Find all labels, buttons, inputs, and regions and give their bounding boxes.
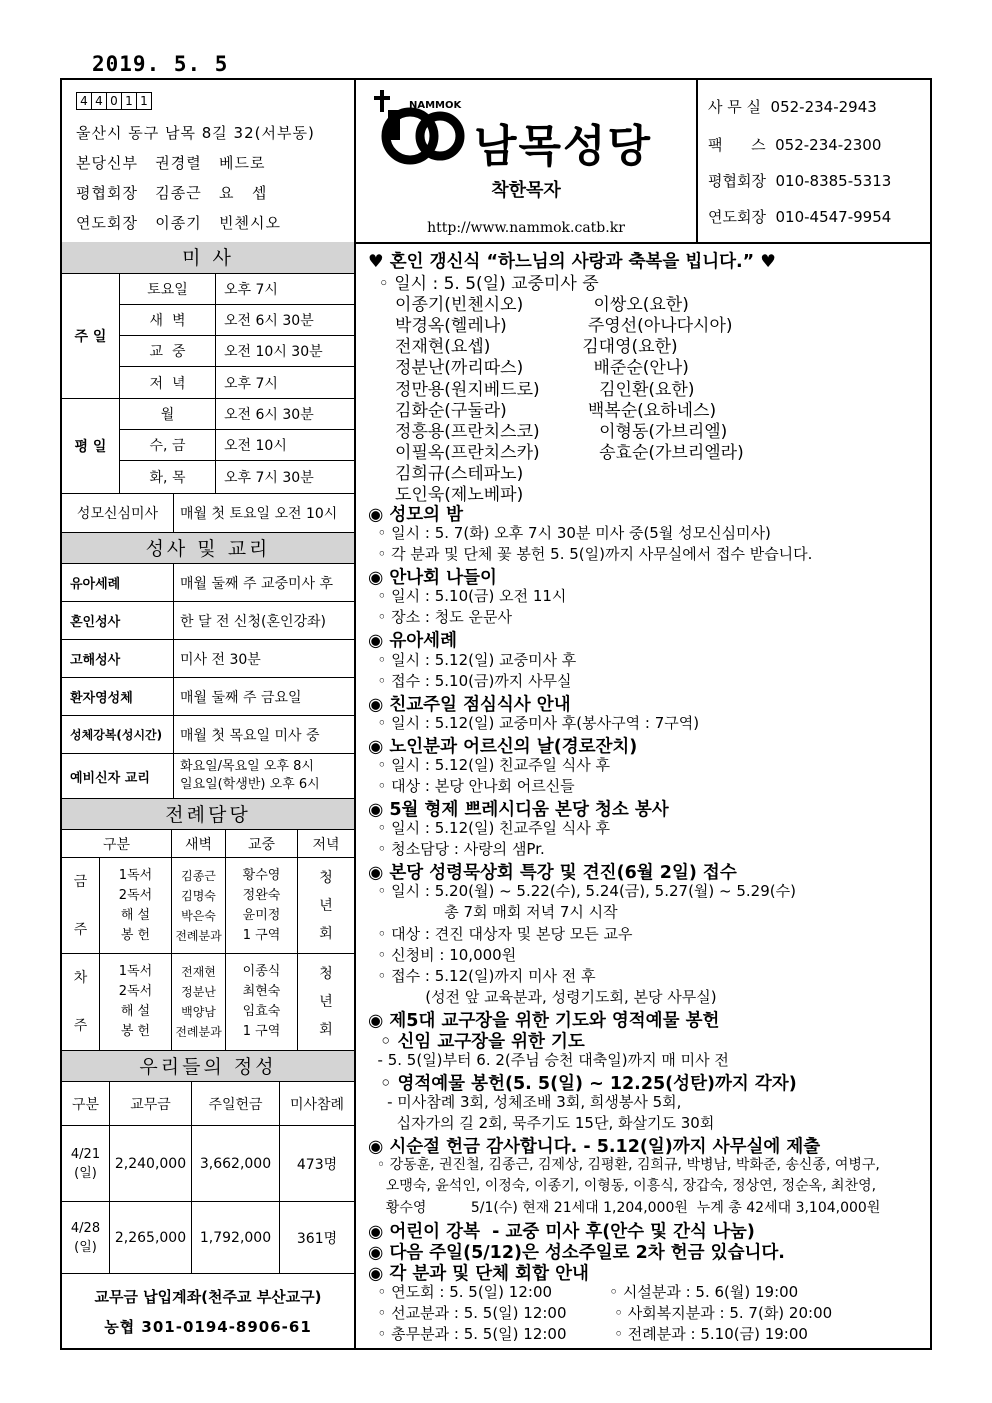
council-line: 평협회장 김종근 요 셉 xyxy=(76,184,268,202)
notice-heading: ◉ 어린이 강복 - 교중 미사 후(안수 및 간식 나눔) xyxy=(368,1221,755,1242)
church-url[interactable]: http://www.nammok.catb.kr xyxy=(427,220,625,236)
header xyxy=(62,80,930,244)
notice-heading: ◉ 5월 형제 쁘레시디움 본당 청소 봉사 xyxy=(368,800,669,820)
notices-column xyxy=(356,242,930,1348)
priest-line: 본당신부 권경렬 베드로 xyxy=(76,154,266,172)
offering-attendance: 473명 xyxy=(280,1126,354,1202)
sacrament-desc: 매월 첫 목요일 미사 중 xyxy=(174,716,354,754)
sacraments-title: 성사 및 교리 xyxy=(62,532,354,564)
notice-heading: ◉ 노인분과 어르신의 날(경로잔치) xyxy=(368,736,638,757)
offering-header: 미사참례 xyxy=(280,1082,354,1126)
notice-line: - 5. 5(일)부터 6. 2(주님 승천 대축일)까지 매 미사 전 xyxy=(368,1050,729,1069)
mass-day: 월 xyxy=(120,399,216,430)
notice-line: ◦ 일시 : 5.12(일) 교중미사 후 xyxy=(368,650,577,669)
notice-heading: ◉ 각 분과 및 단체 회합 안내 xyxy=(368,1263,589,1284)
header-left xyxy=(62,80,356,242)
notice-line: 정분난(까리따스) 배준순(안나) xyxy=(368,358,689,379)
notice-heading: ◉ 다음 주일(5/12)은 성소주일로 2차 헌금 있습니다. xyxy=(368,1242,785,1263)
notice-heading: ◉ 본당 성령묵상회 특강 및 견진(6월 2일) 접수 xyxy=(368,863,737,884)
notice-heading: ◉ 안나회 나들이 xyxy=(368,568,497,589)
contact-office: 사 무 실 052-234-2943 xyxy=(708,98,877,116)
notice-line: ◦ 대상 : 견진 대상자 및 본당 모든 교우 xyxy=(368,924,633,943)
yeondo-line: 연도회장 이종기 빈첸시오 xyxy=(76,214,281,232)
offering-header: 주일헌금 xyxy=(192,1082,280,1126)
liturgy-title: 전례담당 xyxy=(62,798,354,830)
sacrament-desc: 화요일/목요일 오후 8시 일요일(학생반) 오후 6시 xyxy=(180,759,320,792)
liturgy-main: 황수영 정완숙 윤미정 1 구역 xyxy=(226,858,298,954)
notice-line: ◦ 연도회 : 5. 5(일) 12:00 ◦ 시설분과 : 5. 6(월) 19:00 xyxy=(368,1282,799,1301)
notice-line: ◦ 각 분과 및 단체 꽃 봉헌 5. 5(일)까지 사무실에서 접수 받습니다. xyxy=(368,545,813,564)
weekday-label: 평 일 xyxy=(62,399,120,493)
notice-line: 정만용(원지베드로) 김인환(요한) xyxy=(368,379,695,400)
postal-digit: 1 xyxy=(136,92,152,110)
mass-time: 오전 10시 30분 xyxy=(216,336,354,367)
notice-line: 전재현(요셉) 김대영(요한) xyxy=(368,337,678,358)
notice-line: (성전 앞 교육분과, 성령기도회, 본당 사무실) xyxy=(368,987,717,1006)
account-number: 농협 301-0194-8906-61 xyxy=(104,1318,312,1336)
sacrament-name: 혼인성사 xyxy=(62,602,174,640)
mass-time: 오후 7시 xyxy=(224,375,278,392)
notice-line: ◦ 접수 : 5.10(금)까지 사무실 xyxy=(368,671,572,690)
postal-code xyxy=(76,92,151,110)
sacrament-desc: 미사 전 30분 xyxy=(174,640,354,678)
postal-digit: 0 xyxy=(106,92,122,110)
liturgy-header: 새벽 xyxy=(172,830,226,858)
offering-sunday: 3,662,000 xyxy=(192,1126,280,1202)
notice-line: ◦ 일시 : 5.20(월) ~ 5.22(수), 5.24(금), 5.27(월) ~ 5.29(수) xyxy=(368,882,796,901)
notice-line: ◦ 접수 : 5.12(일)까지 미사 전 후 xyxy=(368,966,596,985)
mass-time: 오후 7시 xyxy=(216,274,354,305)
mass-time: 오전 6시 30분 xyxy=(216,399,354,430)
notice-line: ◦ 선교분과 : 5. 5(일) 12:00 ◦ 사회복지분과 : 5. 7(화) 20:00 xyxy=(368,1303,833,1322)
mass-time: 오후 7시 30분 xyxy=(224,470,314,486)
liturgy-week: 차 주 xyxy=(62,954,100,1050)
liturgy-dawn: 전재현 정분난 백양남 전례분과 xyxy=(172,954,226,1050)
notice-line: ◦ 일시 : 5. 7(화) 오후 7시 30분 미사 중(5월 성모신심미사) xyxy=(368,524,771,542)
notice-line: 십자가의 길 2회, 묵주기도 15단, 화살기도 30회 xyxy=(368,1114,715,1133)
liturgy-evening: 청 년 회 xyxy=(298,858,354,954)
notice-line: 박경옥(헬레나) 주영선(아나다시아) xyxy=(368,316,733,337)
sacrament-name: 예비신자 교리 xyxy=(62,754,174,798)
liturgy-dawn: 김종근 김명숙 박은숙 전례분과 xyxy=(172,858,226,954)
header-center xyxy=(356,80,698,242)
notice-line: ◦ 총무분과 : 5. 5(일) 12:00 ◦ 전례분과 : 5.10(금) 19:00 xyxy=(368,1324,808,1343)
mass-day: 새 벽 xyxy=(120,305,216,336)
offering-sunday: 1,792,000 xyxy=(192,1202,280,1274)
liturgy-roles: 1독서 2독서 해 설 봉 헌 xyxy=(100,954,172,1050)
mass-day: 수, 금 xyxy=(120,430,216,461)
notice-line: ◦ 장소 : 청도 운문사 xyxy=(368,608,512,627)
sacrament-name: 유아세례 xyxy=(62,564,174,602)
mary-mass-label: 성모신심미사 xyxy=(62,494,174,532)
liturgy-week: 금 주 xyxy=(62,858,100,954)
liturgy-header: 교중 xyxy=(226,830,298,858)
notice-line: ◦ 강동훈, 권진철, 김종근, 김제상, 김평환, 김희규, 박병남, 박화준, 송신종, 여병구, xyxy=(368,1157,880,1174)
address: 울산시 동구 남목 8길 32(서부동) xyxy=(76,124,315,142)
notice-line: ◦ 일시 : 5.12(일) 교중미사 후(봉사구역 : 7구역) xyxy=(368,713,700,732)
postal-digit: 4 xyxy=(91,92,107,110)
liturgy-evening: 청 년 회 xyxy=(319,966,333,1038)
notice-line: ◦ 일시 : 5.12(일) 친교주일 식사 후 xyxy=(368,755,611,774)
notice-line: 총 7회 매회 저녁 7시 시작 xyxy=(368,903,618,922)
mass-day: 저 녁 xyxy=(120,367,216,398)
mass-time: 오전 10시 xyxy=(216,430,354,461)
notice-heading: ◉ 제5대 교구장을 위한 기도와 영적예물 봉헌 xyxy=(368,1010,720,1031)
notice-line: 김화순(구둘라) 백복순(요하네스) xyxy=(368,400,717,421)
bulletin-date: 2019. 5. 5 xyxy=(92,52,229,76)
notice-heading: ◉ 시순절 헌금 감사합니다. - 5.12(일)까지 사무실에 제출 xyxy=(368,1137,821,1158)
mass-day: 토요일 xyxy=(120,274,216,305)
notice-heading: ◉ 친교주일 점심식사 안내 xyxy=(368,694,571,715)
liturgy-roles: 1독서 2독서 해 설 봉 헌 xyxy=(100,858,172,954)
notice-line: ◦ 신청비 : 10,000원 xyxy=(368,945,517,964)
notice-line: 이종기(빈첸시오) 이쌍오(요한) xyxy=(368,295,689,316)
notice-line: 김희규(스테파노) xyxy=(368,463,524,484)
notice-heading: ◉ 성모의 밤 xyxy=(368,504,464,525)
sacrament-name: 고해성사 xyxy=(62,640,174,678)
contact-council: 평협회장 010-8385-5313 xyxy=(708,172,892,190)
notice-line: ◦ 대상 : 본당 안나회 어르신들 xyxy=(368,776,575,795)
mass-day: 교 중 xyxy=(120,336,216,367)
sacrament-name: 성체강복(성시간) xyxy=(62,716,174,754)
notice-heading: ◦ 신임 교구장을 위한 기도 xyxy=(368,1031,585,1052)
bulletin-frame xyxy=(60,78,932,1350)
mass-time: 오전 6시 30분 xyxy=(216,305,354,336)
offering-header: 교무금 xyxy=(110,1082,192,1126)
notice-heading: ◉ 유아세례 xyxy=(368,631,457,652)
sacrament-name: 환자영성체 xyxy=(62,678,174,716)
mary-mass-time: 매월 첫 토요일 오전 10시 xyxy=(180,506,338,522)
liturgy-header: 저녁 xyxy=(298,830,354,858)
contact-yeondo: 연도회장 010-4547-9954 xyxy=(708,208,892,226)
church-name: 남목성당 xyxy=(474,121,653,172)
notice-line: 도인욱(제노베파) xyxy=(368,484,524,505)
postal-digit: 4 xyxy=(76,92,92,110)
offering-title: 우리들의 정성 xyxy=(62,1050,354,1082)
notice-line: ◦ 일시 : 5. 5(일) 교중미사 중 xyxy=(368,274,599,295)
contact-fax: 팩 스 052-234-2300 xyxy=(708,136,882,154)
offering-header: 구분 xyxy=(62,1082,110,1126)
offering-tithe: 2,265,000 xyxy=(110,1202,192,1274)
offering-date: 4/28 (일) xyxy=(62,1202,110,1274)
liturgy-header: 구분 xyxy=(62,830,172,858)
left-column xyxy=(62,242,356,1348)
logo-small-text: NAMMOK xyxy=(409,100,462,111)
notice-line: 황수영 5/1(수) 현재 21세대 1,204,000원 누계 총 42세대 3,104,000원 xyxy=(368,1199,881,1216)
notice-line: 오맹숙, 윤석인, 이정숙, 이종기, 이형동, 이흥식, 장갑숙, 정상연, 정순옥, 최찬영, xyxy=(368,1178,877,1195)
notice-heading: ◦ 영적예물 봉헌(5. 5(일) ~ 12.25(성탄)까지 각자) xyxy=(368,1074,797,1094)
sunday-label: 주 일 xyxy=(62,274,120,398)
notice-line: 정흥용(프란치스코) 이형동(가브리엘) xyxy=(368,421,728,442)
header-contacts xyxy=(698,80,930,242)
notice-heading: ♥ 혼인 갱신식 “하느님의 사랑과 축복을 빕니다.” ♥ xyxy=(368,252,776,272)
notice-line: 이필옥(프란치스카) 송효순(가브리엘라) xyxy=(368,442,744,463)
church-logo xyxy=(374,88,694,172)
offering-date: 4/21 (일) xyxy=(62,1126,110,1202)
mass-title: 미 사 xyxy=(62,242,354,274)
mass-day: 화, 목 xyxy=(120,461,216,493)
sacrament-desc: 한 달 전 신청(혼인강좌) xyxy=(174,602,354,640)
notice-line: - 미사참례 3회, 성체조배 3회, 희생봉사 5회, xyxy=(368,1093,682,1112)
postal-digit: 1 xyxy=(121,92,137,110)
notice-line: ◦ 일시 : 5.12(일) 친교주일 식사 후 xyxy=(368,819,611,838)
account-title: 교무금 납입계좌(천주교 부산교구) xyxy=(94,1288,322,1306)
notice-line: ◦ 일시 : 5.10(금) 오전 11시 xyxy=(368,587,567,606)
notice-line: ◦ 청소담당 : 사랑의 샘Pr. xyxy=(368,840,545,859)
sacrament-desc: 매월 둘째 주 금요일 xyxy=(174,678,354,716)
bulletin-subtitle: 착한목자 xyxy=(491,180,561,201)
offering-tithe: 2,240,000 xyxy=(110,1126,192,1202)
sacrament-desc: 매월 둘째 주 교중미사 후 xyxy=(174,564,354,602)
offering-attendance: 361명 xyxy=(280,1202,354,1274)
liturgy-main: 이종식 최현숙 임효숙 1 구역 xyxy=(226,954,298,1050)
